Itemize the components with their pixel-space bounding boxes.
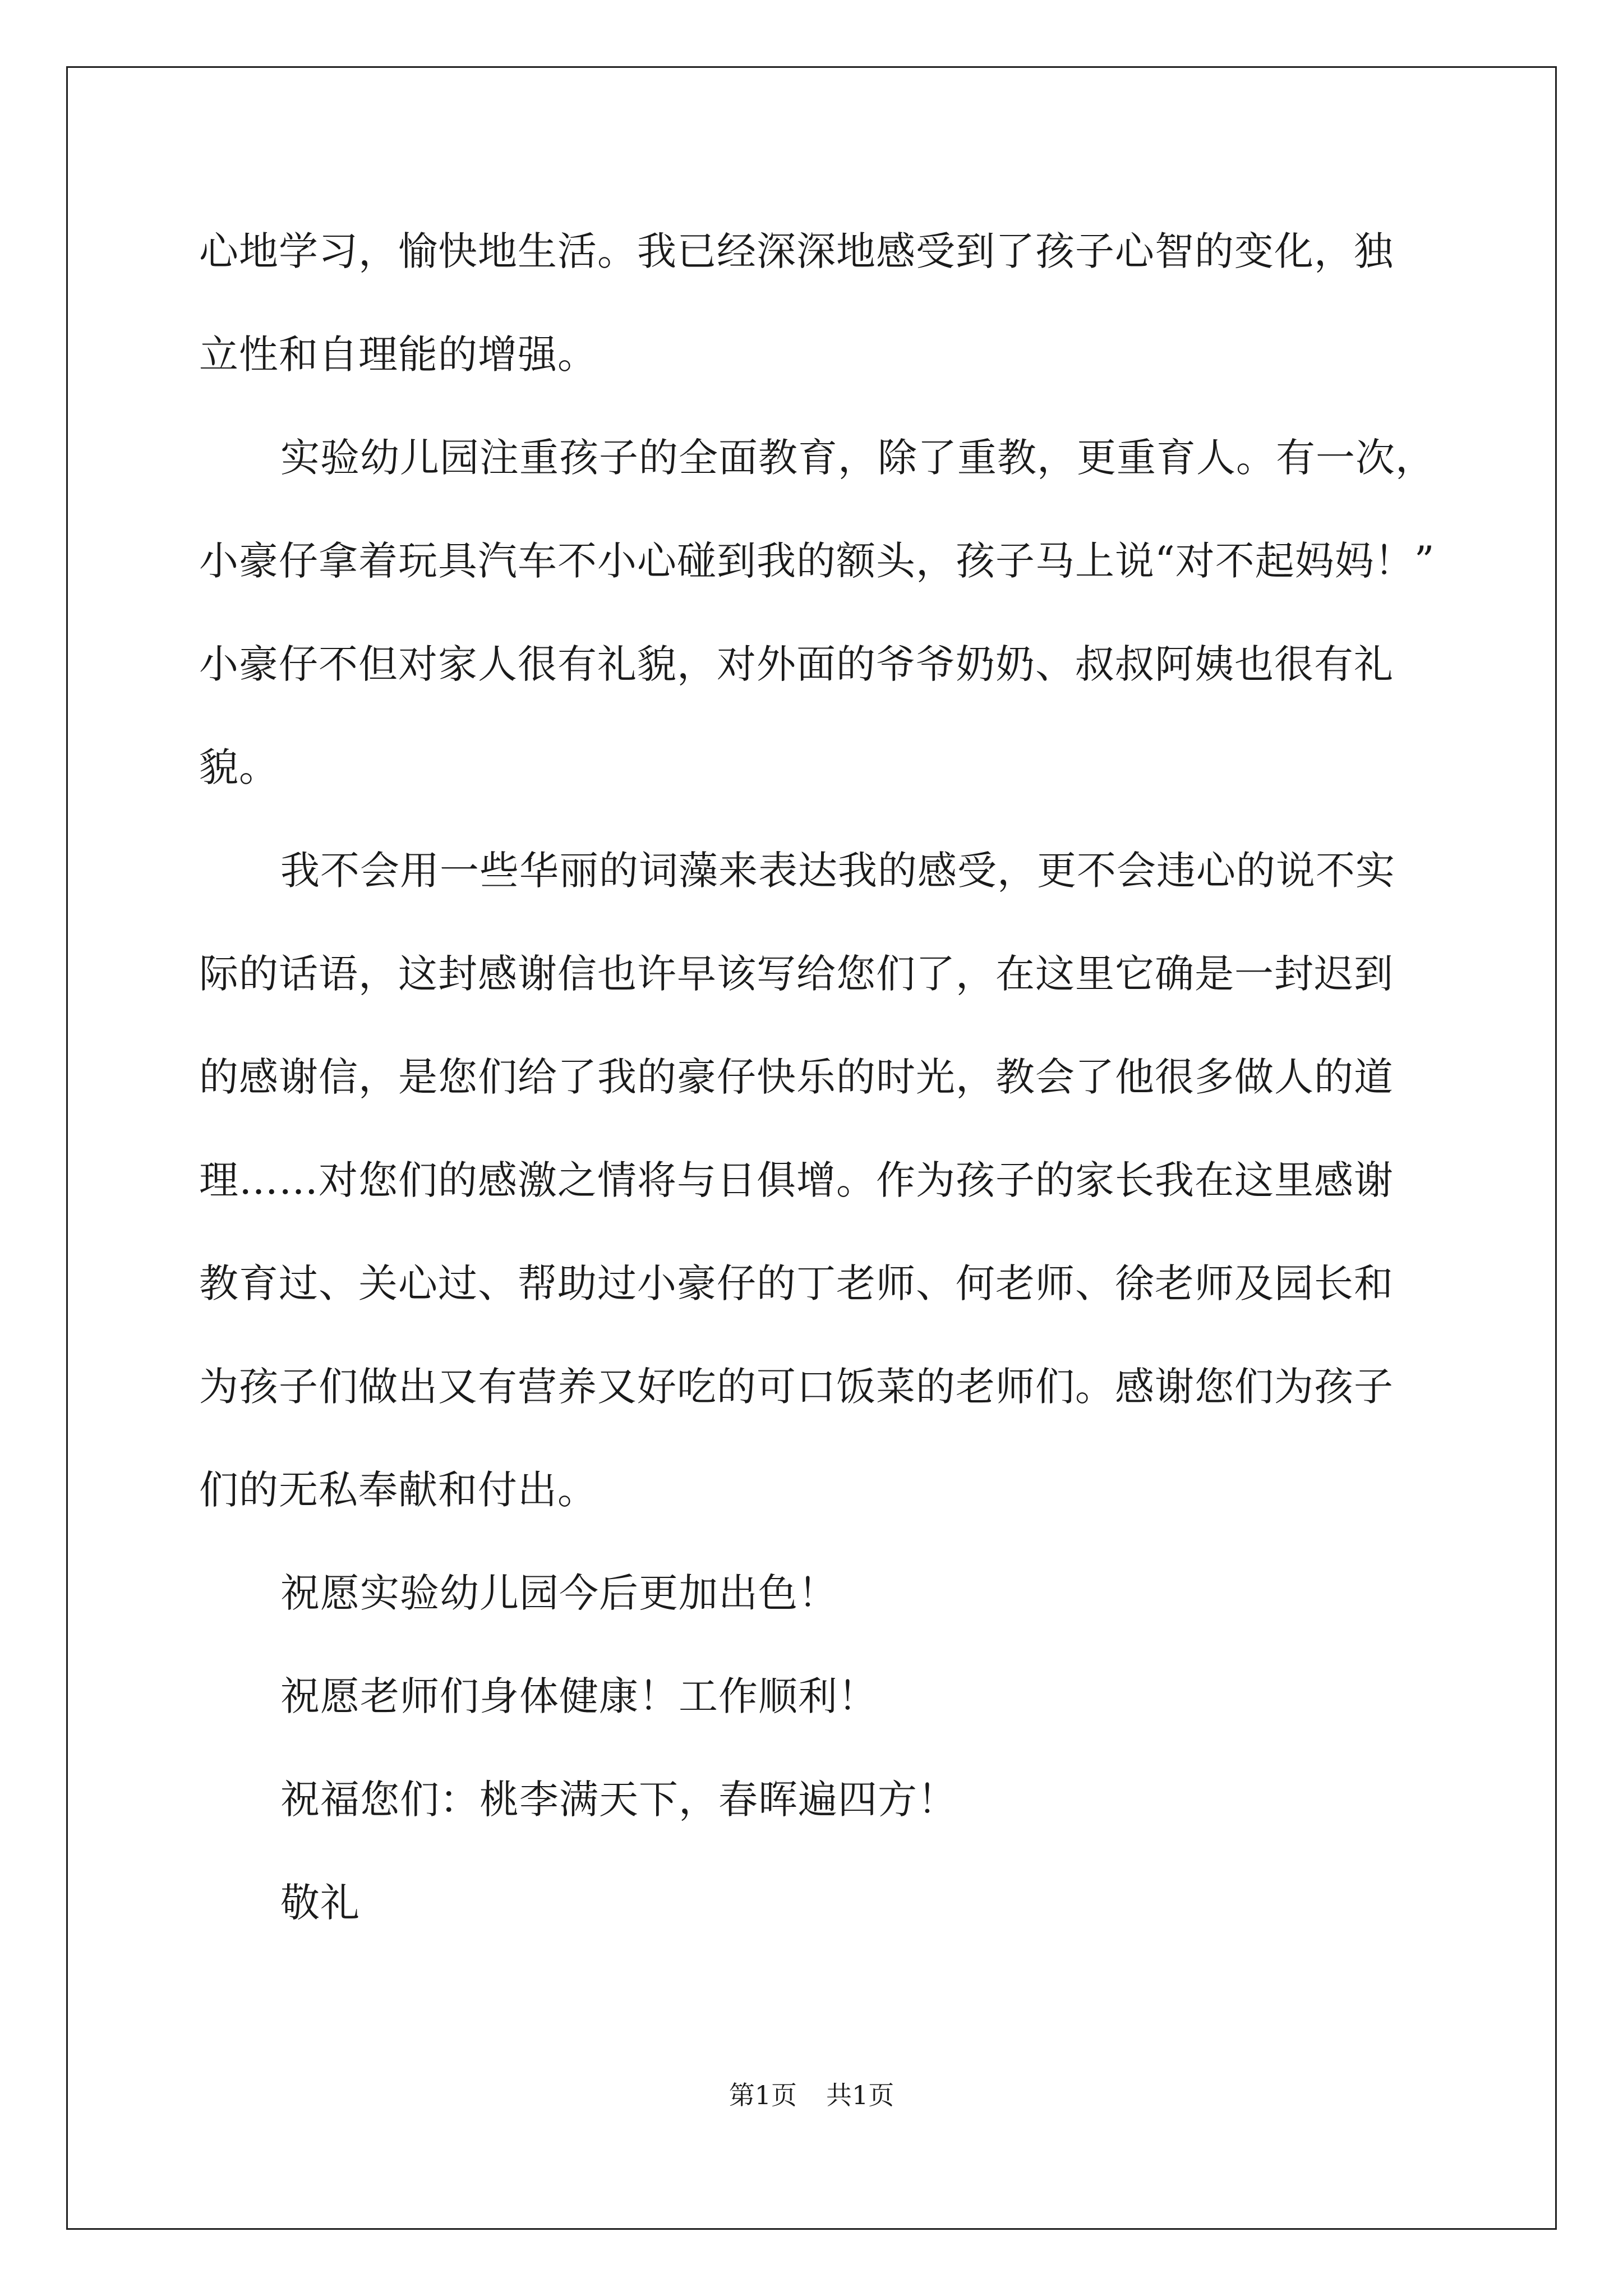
text-line: 教育过、关心过、帮助过小豪仔的丁老师、何老师、徐老师及园长和	[199, 1260, 1394, 1306]
text-line: 们的无私奉献和付出。	[199, 1467, 597, 1513]
text-line: 立性和自理能的增强。	[199, 332, 597, 378]
paragraph-start-line: 实验幼儿园注重孩子的全面教育，除了重教，更重育人。有一次，	[280, 435, 1435, 481]
text-line: 的感谢信，是您们给了我的豪仔快乐的时光，教会了他很多做人的道	[199, 1054, 1394, 1100]
page-total: 共1页	[826, 2080, 895, 2110]
text-line: 貌。	[199, 744, 279, 790]
page-number: 第1页	[728, 2080, 797, 2110]
wish-line: 祝愿老师们身体健康！工作顺利！	[280, 1673, 878, 1719]
page-footer	[0, 2078, 1623, 2112]
text-line: 为孩子们做出又有营养又好吃的可口饭菜的老师们。感谢您们为孩子	[199, 1364, 1394, 1410]
letter-body	[199, 200, 1433, 1954]
salutation-line: 敬礼	[280, 1880, 360, 1926]
text-line: 小豪仔不但对家人很有礼貌，对外面的爷爷奶奶、叔叔阿姨也很有礼	[199, 641, 1394, 687]
wish-line: 祝愿实验幼儿园今后更加出色！	[280, 1570, 838, 1616]
text-line: 理……对您们的感激之情将与日俱增。作为孩子的家长我在这里感谢	[199, 1157, 1394, 1203]
text-line: 际的话语，这封感谢信也许早该写给您们了，在这里它确是一封迟到	[199, 951, 1394, 997]
text-line: 心地学习，愉快地生活。我已经深深地感受到了孩子心智的变化，独	[199, 228, 1394, 274]
wish-line: 祝福您们：桃李满天下，春晖遍四方！	[280, 1777, 957, 1823]
paragraph-start-line: 我不会用一些华丽的词藻来表达我的感受，更不会违心的说不实	[280, 848, 1395, 894]
text-line: 小豪仔拿着玩具汽车不小心碰到我的额头，孩子马上说“对不起妈妈！”	[199, 538, 1435, 584]
